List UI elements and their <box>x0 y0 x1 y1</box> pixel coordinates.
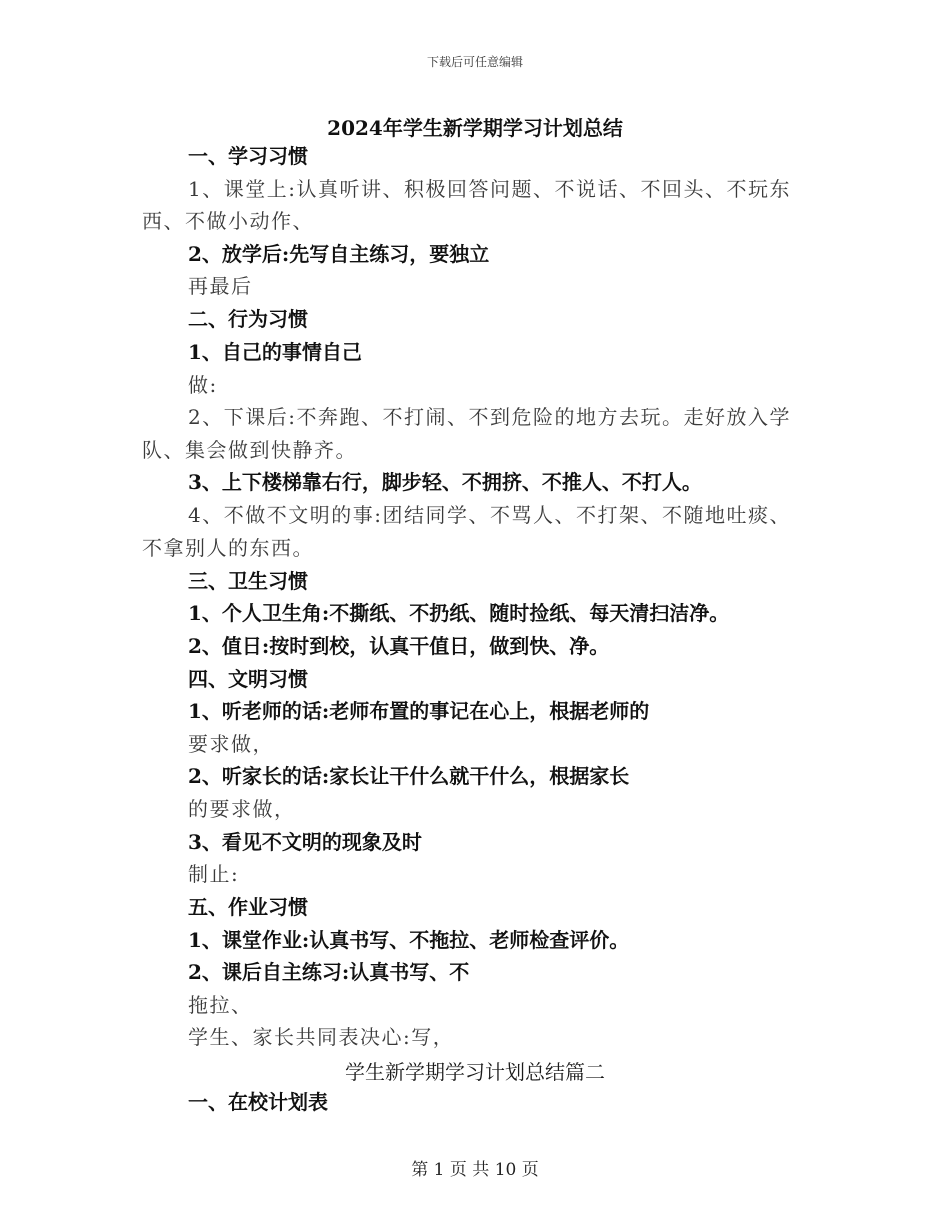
body-line: 1、课堂作业:认真书写、不拖拉、老师检查评价。 <box>188 928 630 952</box>
body-line: 1、自己的事情自己 <box>188 340 362 364</box>
body-line: 2、值日:按时到校，认真干值日，做到快、净。 <box>188 634 610 658</box>
section-title-2: 学生新学期学习计划总结篇二 <box>345 1060 605 1084</box>
body-line: 3、上下楼梯靠右行，脚步轻、不拥挤、不推人、不打人。 <box>188 470 702 494</box>
document-title: 2024年学生新学期学习计划总结 <box>327 116 623 140</box>
body-line: 1、听老师的话:老师布置的事记在心上，根据老师的 <box>188 699 650 723</box>
section-heading: 五、作业习惯 <box>188 895 308 919</box>
body-line: 再最后 <box>188 274 253 298</box>
body-line: 1、个人卫生角:不撕纸、不扔纸、随时捡纸、每天清扫洁净。 <box>188 601 730 625</box>
body-line: 队、集会做到快静齐。 <box>142 438 357 462</box>
body-line: 3、看见不文明的现象及时 <box>188 830 422 854</box>
section-heading: 二、行为习惯 <box>188 307 308 331</box>
body-line: 学生、家长共同表决心:写， <box>188 1025 455 1049</box>
body-line: 拖拉、 <box>188 993 253 1017</box>
section-heading: 三、卫生习惯 <box>188 569 308 593</box>
body-line: 4、不做不文明的事:团结同学、不骂人、不打架、不随地吐痰、 <box>188 503 791 527</box>
page-footer: 第 1 页 共 10 页 <box>411 1160 539 1180</box>
body-line: 西、不做小动作、 <box>142 209 314 233</box>
body-line: 2、课后自主练习:认真书写、不 <box>188 960 470 984</box>
body-line: 1、课堂上:认真听讲、积极回答问题、不说话、不回头、不玩东 <box>188 177 791 201</box>
header-note: 下载后可任意编辑 <box>426 55 523 69</box>
body-line: 2、放学后:先写自主练习，要独立 <box>188 242 490 266</box>
body-line: 2、听家长的话:家长让干什么就干什么，根据家长 <box>188 764 630 788</box>
body-line: 要求做， <box>188 732 274 756</box>
section-heading: 四、文明习惯 <box>188 667 308 691</box>
section-heading: 一、学习习惯 <box>188 144 308 168</box>
body-line: 2、下课后:不奔跑、不打闹、不到危险的地方去玩。走好放入学 <box>188 405 791 429</box>
body-line: 的要求做， <box>188 797 296 821</box>
section-heading: 一、在校计划表 <box>188 1090 328 1114</box>
body-line: 制止: <box>188 862 240 886</box>
body-line: 不拿别人的东西。 <box>142 536 314 560</box>
body-line: 做: <box>188 373 218 397</box>
